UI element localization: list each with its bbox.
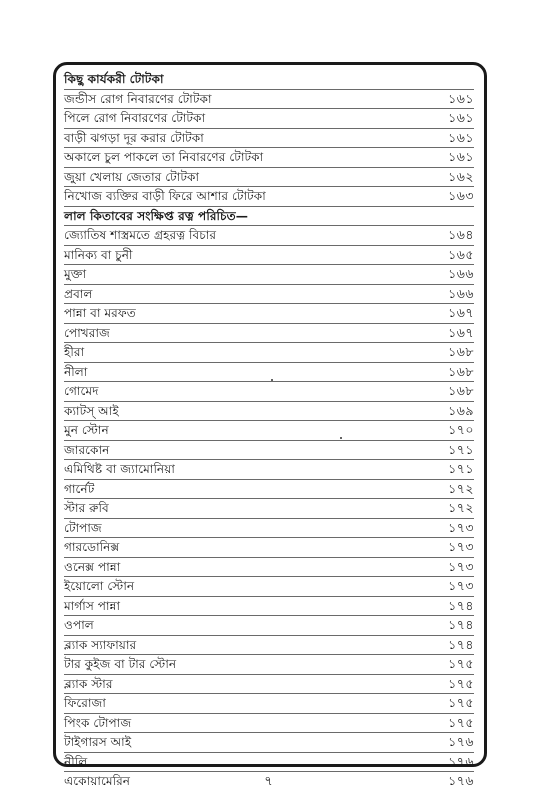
toc-entry-page: ১৬৬ (448, 285, 474, 301)
toc-entry-page: ১৬৯ (448, 402, 474, 418)
toc-entry (64, 129, 474, 149)
toc-entry-page: ১৬৬ (448, 266, 474, 281)
toc-entry-title: ওপাল (64, 618, 94, 632)
toc-entry-title: ফিরোজা (64, 696, 106, 710)
toc-entry (64, 168, 474, 188)
toc-entry-page: ১৭৩ (448, 539, 474, 554)
toc-entry-page: ১৬৮ (448, 383, 474, 398)
toc-entry-title: মুন স্টোন (64, 423, 109, 437)
toc-entry-page: ১৬৪ (448, 227, 474, 242)
toc-entry-title: জন্ডীস রোগ নিবারণের টোটকা (64, 91, 212, 106)
toc-entry-page: ১৭২ (448, 500, 474, 515)
toc-entry (64, 753, 474, 773)
toc-entry (64, 675, 474, 695)
toc-entry-page: ১৬১ (448, 129, 474, 145)
toc-entry (64, 460, 474, 480)
toc-entry-title: টোপাজ (64, 520, 102, 535)
toc-entry-title: মুক্তা (64, 267, 87, 281)
toc-entry (64, 109, 474, 129)
toc-entry-title: টার কুইজ বা টার স্টোন (64, 657, 177, 671)
toc-entry (64, 558, 474, 578)
toc-entry-page: ১৭৫ (448, 714, 474, 730)
toc-entry (64, 519, 474, 539)
toc-entry-title: মানিক্য বা চুনী (64, 247, 133, 262)
toc-entry-page: ১৬৩ (448, 188, 474, 203)
toc-entry-title: ব্ল্যাক স্টার (64, 676, 113, 691)
toc-entry-page: ১৭৫ (448, 656, 474, 671)
toc-entry-title: পান্না বা মরফত (64, 306, 136, 320)
table-of-contents-frame (53, 62, 487, 788)
toc-entry (64, 577, 474, 597)
toc-entry-title: অকালে চুল পাকলে তা নিবারণের টোটকা (64, 150, 264, 164)
toc-entry-title: হীরা (64, 345, 85, 359)
toc-entry-title: লাল কিতাবের সংক্ষিপ্ত রত্ন পরিচিত— (64, 208, 248, 223)
toc-entry-title: পিংক টোপাজ (64, 715, 132, 730)
toc-entry (64, 499, 474, 519)
toc-entry (64, 480, 474, 500)
toc-entry-page: ১৭৪ (448, 617, 474, 632)
toc-entry (64, 714, 474, 734)
toc-entry-page: ১৬৫ (448, 246, 474, 262)
toc-entry-page: ১৭৫ (448, 695, 474, 710)
toc-entry (64, 382, 474, 402)
toc-entry-title: গার্নেট (64, 481, 95, 496)
toc-entry-title: স্টার রুবি (64, 501, 109, 515)
toc-entry-page: ১৭৪ (448, 597, 474, 613)
toc-entry (64, 148, 474, 168)
toc-entry (64, 304, 474, 324)
toc-entry-title: ইয়োলো স্টোন (64, 579, 135, 593)
toc-entry (64, 265, 474, 285)
toc-entry-page: ১৭৩ (448, 519, 474, 535)
toc-entry (64, 597, 474, 617)
toc-entry-title: গোমেদ (64, 384, 99, 398)
toc-entry (64, 733, 474, 753)
toc-entry-title: একোয়ামেরিন (64, 774, 131, 788)
toc-entry-page: ১৭৬ (448, 734, 474, 749)
toc-entry (64, 421, 474, 441)
toc-entry-page: ১৭৪ (448, 636, 474, 652)
toc-entry (64, 226, 474, 246)
print-speck (340, 437, 342, 439)
toc-entry-title: জ্যোতিষ শাস্ত্রমতে গ্রহরত্ন বিচার (64, 228, 217, 242)
toc-entry-title: এমিথিষ্ট বা জ্যামোনিয়া (64, 462, 175, 476)
toc-entry (64, 363, 474, 383)
toc-entry-page: ১৬৮ (448, 344, 474, 359)
toc-entry (64, 441, 474, 461)
toc-entry-title: নীলা (64, 364, 88, 379)
toc-entry-title: মার্গাস পান্না (64, 598, 121, 613)
toc-entry-page: ১৭১ (448, 441, 474, 457)
toc-list (64, 70, 474, 791)
toc-entry (64, 246, 474, 266)
toc-entry-page: ১৭২ (448, 480, 474, 496)
toc-entry (64, 343, 474, 363)
toc-entry-page: ১৭৩ (448, 558, 474, 574)
toc-entry-title: প্রবাল (64, 286, 93, 301)
toc-entry (64, 538, 474, 558)
toc-entry-page: ১৭৩ (448, 578, 474, 593)
toc-entry-title: টাইগারস আই (64, 735, 132, 749)
toc-entry-page: ১৭৬ (448, 773, 474, 788)
toc-entry-page: ১৬১ (448, 149, 474, 164)
toc-entry-page: ১৬১ (448, 110, 474, 125)
toc-entry (64, 616, 474, 636)
toc-entry-title: জারকোন (64, 442, 110, 457)
toc-entry-title: নিখোজ ব্যক্তির বাড়ী ফিরে আশার টোটকা (64, 189, 266, 203)
toc-entry (64, 324, 474, 344)
toc-entry (64, 285, 474, 305)
page-number: ৭ (264, 774, 273, 789)
toc-entry-page: ১৭৬ (448, 753, 474, 769)
toc-entry-page: ১৭৫ (448, 675, 474, 691)
toc-entry-title: নীলি (64, 754, 88, 769)
toc-entry-page: ১৬৭ (448, 305, 474, 320)
toc-entry-page: ১৬৭ (448, 324, 474, 340)
toc-entry-page: ১৭০ (448, 422, 474, 437)
toc-section-heading (64, 70, 474, 90)
toc-entry-title: পিলে রোগ নিবারণের টোটকা (64, 111, 206, 125)
toc-entry (64, 90, 474, 110)
toc-entry-title: পোখরাজ (64, 325, 110, 340)
toc-entry (64, 694, 474, 714)
toc-entry-title: বাড়ী ঝগড়া দূর করার টোটকা (64, 130, 204, 145)
toc-entry-title: গারডোনিক্স (64, 540, 120, 554)
toc-entry-title: জুয়া খেলায় জেতার টোটকা (64, 169, 200, 184)
toc-entry (64, 636, 474, 656)
toc-entry (64, 187, 474, 207)
toc-entry-title: ওনেক্স পান্না (64, 559, 121, 574)
toc-entry-page: ১৬৮ (448, 363, 474, 379)
toc-entry-title: ক্যাটস্ আই (64, 403, 119, 418)
toc-entry-title: কিছু কার্যকরী টোটকা (64, 72, 164, 86)
toc-entry-title: ব্ল্যাক স্যাফায়ার (64, 637, 137, 652)
toc-entry-page: ১৬২ (448, 168, 474, 184)
toc-entry-page: ১৬১ (448, 90, 474, 106)
toc-entry (64, 402, 474, 422)
toc-entry (64, 655, 474, 675)
print-speck (271, 379, 273, 381)
toc-section-heading (64, 207, 474, 227)
toc-entry-page: ১৭১ (448, 461, 474, 476)
